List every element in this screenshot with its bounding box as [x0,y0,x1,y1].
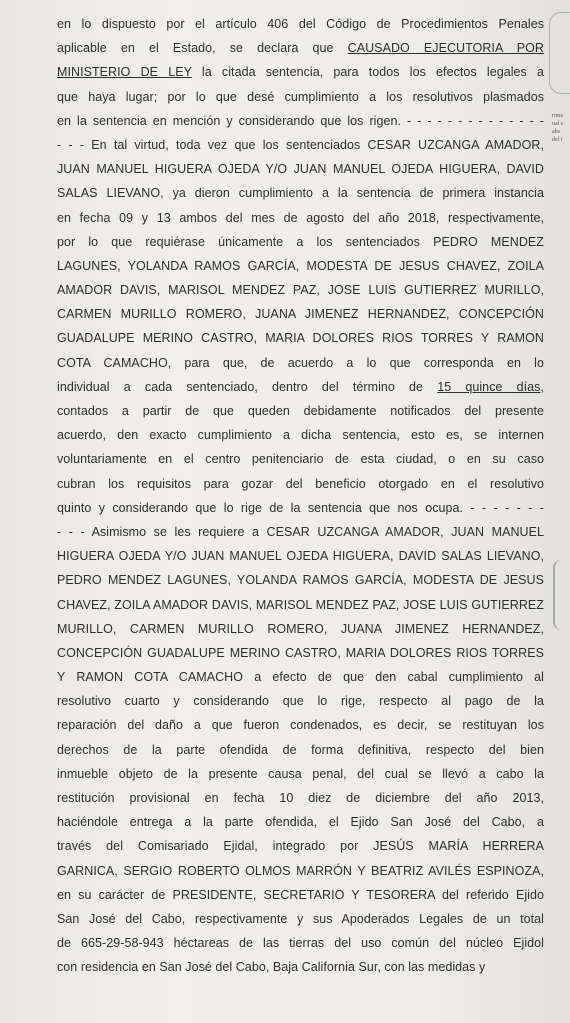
document-line: en fecha 09 y 13 ambos del mes de agosto del año 2018, respectivamente, [57,210,544,225]
document-line: en su carácter de PRESIDENTE, SECRETARIO Y TESORERA del referido Ejido [57,887,544,902]
document-line: derechos de la parte ofendida de forma definitiva, respecto del bien [57,742,544,757]
document-line: quinto y considerando que lo rige de la sentencia que nos ocupa. - - - - - - - [57,500,544,515]
document-line: - - - En tal virtud, toda vez que los sentenciados CESAR UZCANGA AMADOR, [57,137,544,152]
document-line: MURILLO, CARMEN MURILLO ROMERO, JUANA JIMENEZ HERNANDEZ, [57,621,544,636]
document-line: que haya lugar; por lo que desé cumplimiento a los resolutivos plasmados [57,89,544,104]
document-line: GARNICA, SERGIO ROBERTO OLMOS MARRÓN Y BEATRIZ AVILÉS ESPINOZA, [57,863,544,878]
document-line: GUADALUPE MERINO CASTRO, MARIA DOLORES RIOS TORRES Y RAMON [57,331,544,346]
underlined-text: MINISTERIO DE LEY [57,65,192,80]
document-line: por lo que requiérase únicamente a los sentenciados PEDRO MENDEZ [57,234,544,249]
document-line: JUAN MANUEL HIGUERA OJEDA Y/O JUAN MANUEL OJEDA HIGUERA, DAVID [57,162,544,177]
underlined-text: CAUSADO EJECUTORIA POR [347,41,544,56]
document-line: AMADOR DAVIS, MARISOL MENDEZ PAZ, JOSE LUIS GUTIERREZ MURILLO, [57,283,544,298]
document-line: CHAVEZ, ZOILA AMADOR DAVIS, MARISOL MENDEZ PAZ, JOSE LUIS GUTIERREZ [57,597,544,612]
document-line: acuerdo, den exacto cumplimiento a dicha sentencia, esto es, se internen [57,428,544,443]
margin-note-line: rime [552,113,563,119]
document-line: contados a partir de que queden debidamente notificados del presente [57,404,544,418]
margin-note-line: del i [552,137,563,143]
underlined-text: 15 quince días [437,379,541,394]
document-line: con residencia en San José del Cabo, Baja California Sur, con las medidas y [57,960,486,975]
document-line: en lo dispuesto por el artículo 406 del Código de Procedimientos Penales [57,17,544,31]
document-line: resolutivo cuarto y considerando que lo rige, respecto al pago de la [57,694,544,709]
document-line: reparación del daño a que fueron condenados, es decir, se restituyan los [57,718,544,733]
document-line: en la sentencia en mención y considerando que los rigen. - - - - - - - - - - - - - - [57,113,544,128]
document-line: PEDRO MENDEZ LAGUNES, YOLANDA RAMOS GARCÍA, MODESTA DE JESUS [57,573,544,588]
margin-note-line: abs [552,129,560,135]
seal-stamp [549,12,570,94]
document-line: través del Comisariado Ejidal, integrado por JESÚS MARÍA HERRERA [57,839,544,854]
document-line: San José del Cabo, respectivamente y sus Apoderados Legales de un total [57,911,544,926]
document-line: CARMEN MURILLO ROMERO, JUANA JIMENEZ HERNANDEZ, CONCEPCIÓN [57,307,544,322]
document-line: LAGUNES, YOLANDA RAMOS GARCÍA, MODESTA DE JESUS CHAVEZ, ZOILA [57,258,544,273]
document-line: aplicable en el Estado, se declara que CAUSADO EJECUTORIA POR [57,41,544,56]
document-line: cubran los requisitos para gozar del beneficio otorgado en el resolutivo [57,476,544,491]
document-line: individual a cada sentenciado, dentro del término de 15 quince días, [57,379,544,394]
document-line: MINISTERIO DE LEY la citada sentencia, para todos los efectos legales a [57,65,544,80]
document-line: restitución provisional en fecha 10 diez de diciembre del año 2013, [57,791,544,805]
document-line: haciéndole entrega a la parte ofendida, el Ejido San José del Cabo, a [57,815,544,830]
document-line: voluntariamente en el centro penitenciario de esta ciudad, o en su caso [57,452,544,467]
signature-mark [553,560,569,630]
document-line: SALAS LIEVANO, ya dieron cumplimiento a la sentencia de primera instancia [57,186,544,201]
document-line: - - - Asimismo se les requiere a CESAR UZCANGA AMADOR, JUAN MANUEL [57,524,544,539]
document-line: CONCEPCIÓN GUADALUPE MERINO CASTRO, MARIA DOLORES RIOS TORRES [57,645,544,660]
document-line: de 665-29-58-943 héctareas de las tierras del uso común del núcleo Ejidol [57,936,544,951]
document-body [57,12,544,980]
document-line: inmueble objeto de la presente causa penal, del cual se llevó a cabo la [57,766,544,781]
document-line: COTA CAMACHO, para que, de acuerdo a lo que corresponda en lo [57,355,544,370]
margin-note-line: ual c [552,121,564,127]
document-line: HIGUERA OJEDA Y/O JUAN MANUEL OJEDA HIGUERA, DAVID SALAS LIEVANO, [57,549,544,564]
document-line: Y RAMON COTA CAMACHO a efecto de que den cabal cumplimiento al [57,670,544,685]
margin-note [552,112,570,144]
